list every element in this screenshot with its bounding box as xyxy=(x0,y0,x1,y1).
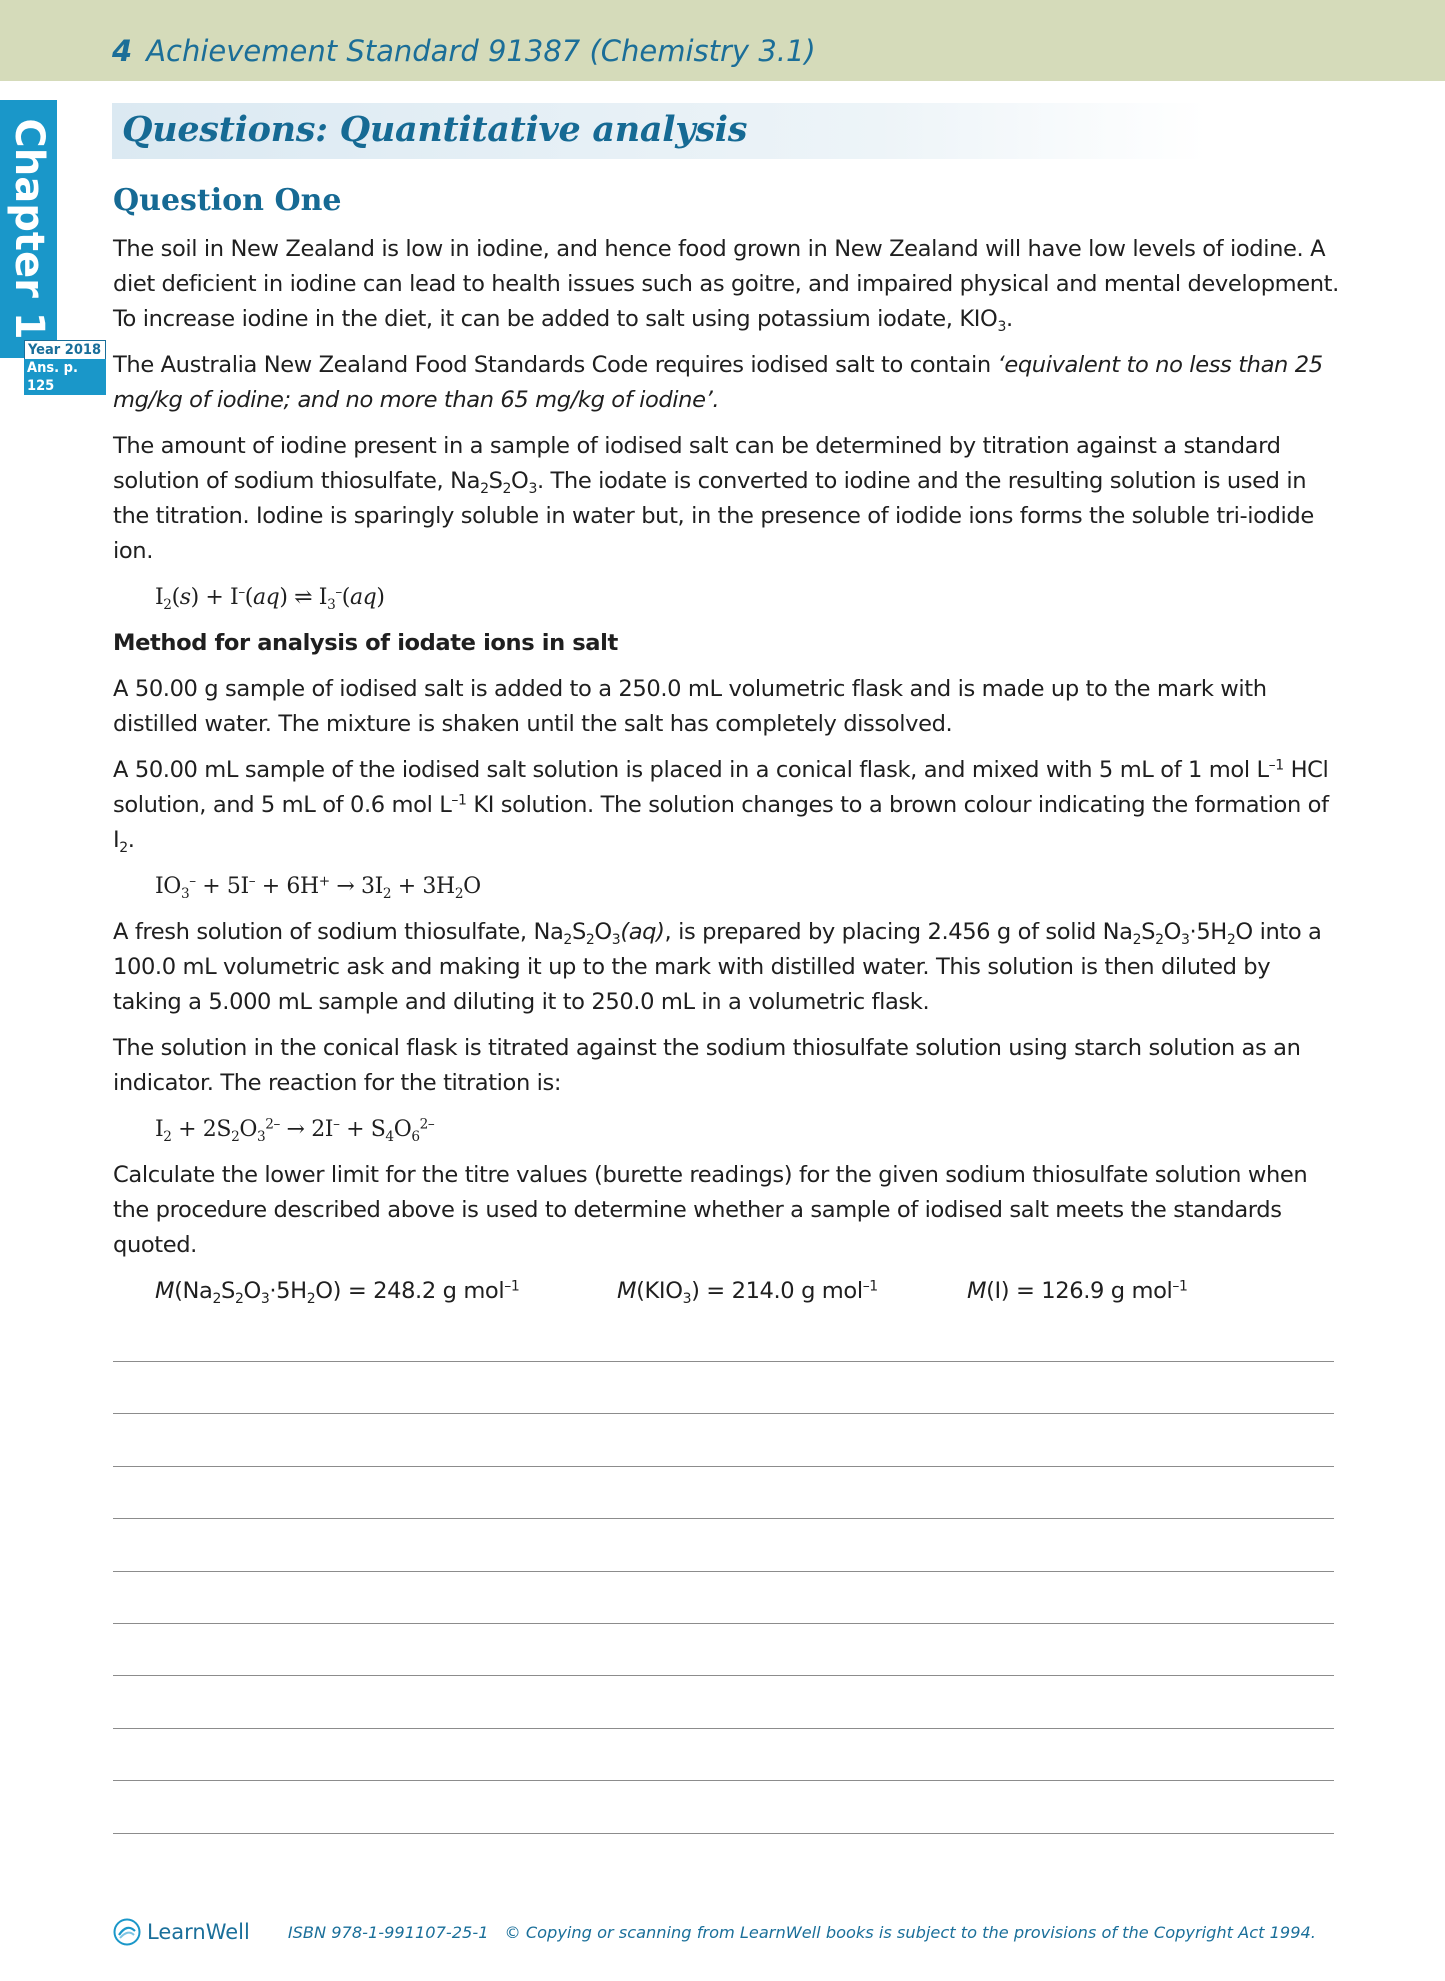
isbn: ISBN 978-1-991107-25-1 xyxy=(287,1922,489,1942)
answer-line xyxy=(113,1780,1334,1832)
answer-line xyxy=(113,1833,1334,1885)
task-paragraph: Calculate the lower limit for the titre values (burette readings) for the given sodium thiosulfate solution when the procedure described above is used to determine whether a sample of iodised salt meets the standards quoted. xyxy=(113,1162,1308,1258)
method-heading: Method for analysis of iodate ions in salt xyxy=(113,630,618,656)
answer-line xyxy=(113,1413,1334,1465)
molar-mass-kio3: $M(KIO_3) = 214.0$ g mol$^{-1}$ xyxy=(617,1278,878,1307)
footer xyxy=(113,1915,1334,1949)
question-body xyxy=(113,232,1341,1309)
answer-line xyxy=(113,1728,1334,1780)
molar-mass-constants xyxy=(155,1274,1341,1309)
section-title-bar xyxy=(112,103,1207,159)
question-heading: Question One xyxy=(113,183,342,218)
equation-titration: $I_2 + 2S_2O_3^{2-} \to 2I^- + S_4O_6^{2-}$ xyxy=(155,1116,435,1145)
copyright-notice: © Copying or scanning from LearnWell books is subject to the provisions of the Copyright Act 1994. xyxy=(504,1922,1316,1942)
equation-tri-iodide: $I_2(s) + I^-(aq)$ ⇌ $I_3^-(aq)$ xyxy=(155,584,385,613)
method-paragraph-3: A fresh solution of sodium thiosulfate, $Na_2S_2O_3(aq)$, is prepared by placing 2.456 g of solid $Na_2S_2O_3\cdot 5H_2O$ into a 100.0 mL volumetric ask and making it up to the mark with distilled water. This solution is then diluted by taking a 5.000 mL sample and diluting it to 250.0 mL in a volumetric flask. xyxy=(113,919,1322,1015)
titration-intro-paragraph: The amount of iodine present in a sample of iodised salt can be determined by titration against a standard solution of sodium thiosulfate, $Na_2S_2O_3$. The iodate is converted to iodine and the resulting solution is used in the titration. Iodine is sparingly soluble in water but, in the presence of iodide ions forms the soluble tri-iodide ion. xyxy=(113,433,1314,564)
method-paragraph-2: A 50.00 mL sample of the iodised salt solution is placed in a conical flask, and mixed with 5 mL of 1 mol $L^{-1}$ HCl solution, and 5 mL of 0.6 mol $L^{-1}$ KI solution. The solution changes to a brown colour indicating the formation of $I_2$. xyxy=(113,757,1329,856)
running-title: Achievement Standard 91387 (Chemistry 3.1) xyxy=(146,34,816,68)
chapter-tab xyxy=(0,100,57,358)
method-paragraph-4: The solution in the conical flask is titrated against the sodium thiosulfate solution using starch solution as an indicator. The reaction for the titration is: xyxy=(113,1035,1301,1096)
method-paragraph-1: A 50.00 g sample of iodised salt is added to a 250.0 mL volumetric flask and is made up to the mark with distilled water. The mixture is shaken until the salt has completely dissolved. xyxy=(113,676,1267,737)
standards-quote: ‘equivalent to no less than 25 mg/kg of iodine; and no more than 65 mg/kg of iodine’. xyxy=(113,352,1323,413)
answer-line xyxy=(113,1518,1334,1570)
equation-iodate: $IO_3^- + 5I^- + 6H^+ \to 3I_2 + 3H_2O$ xyxy=(155,873,481,902)
answer-line xyxy=(113,1675,1334,1727)
molar-mass-thiosulfate: $M(Na_2S_2O_3\cdot 5H_2O) = 248.2$ g mol$^{-1}$ xyxy=(155,1278,520,1307)
molar-mass-iodine: M(I) = 126.9 g mol$^{-1}$ xyxy=(967,1278,1188,1304)
answer-line xyxy=(113,1623,1334,1675)
answer-page-ref: Ans. p. 125 xyxy=(24,359,106,395)
intro-paragraph: The soil in New Zealand is low in iodine, and hence food grown in New Zealand will have low levels of iodine. A diet deficient in iodine can lead to health issues such as goitre, and impaired physical and mental development. To increase iodine in the diet, it can be added to salt using potassium iodate, $KIO_3$. xyxy=(113,236,1339,335)
brand-name: LearnWell xyxy=(147,1920,250,1944)
answer-line xyxy=(113,1466,1334,1518)
year-label: Year 2018 xyxy=(24,340,106,359)
running-head xyxy=(112,34,816,68)
chapter-tab-label: Chapter 1 xyxy=(5,118,52,340)
standards-paragraph: The Australia New Zealand Food Standards Code requires iodised salt to contain ‘equivalent to no less than 25 mg/kg of iodine; and no more than 65 mg/kg of iodine’. xyxy=(113,352,1323,413)
section-title: Questions: Quantitative analysis xyxy=(122,109,748,150)
answer-line xyxy=(113,1361,1334,1413)
page-number: 4 xyxy=(112,34,133,68)
answer-writing-lines xyxy=(113,1361,1334,1885)
year-tag xyxy=(24,340,106,394)
learnwell-logo-icon xyxy=(113,1918,141,1946)
answer-line xyxy=(113,1571,1334,1623)
